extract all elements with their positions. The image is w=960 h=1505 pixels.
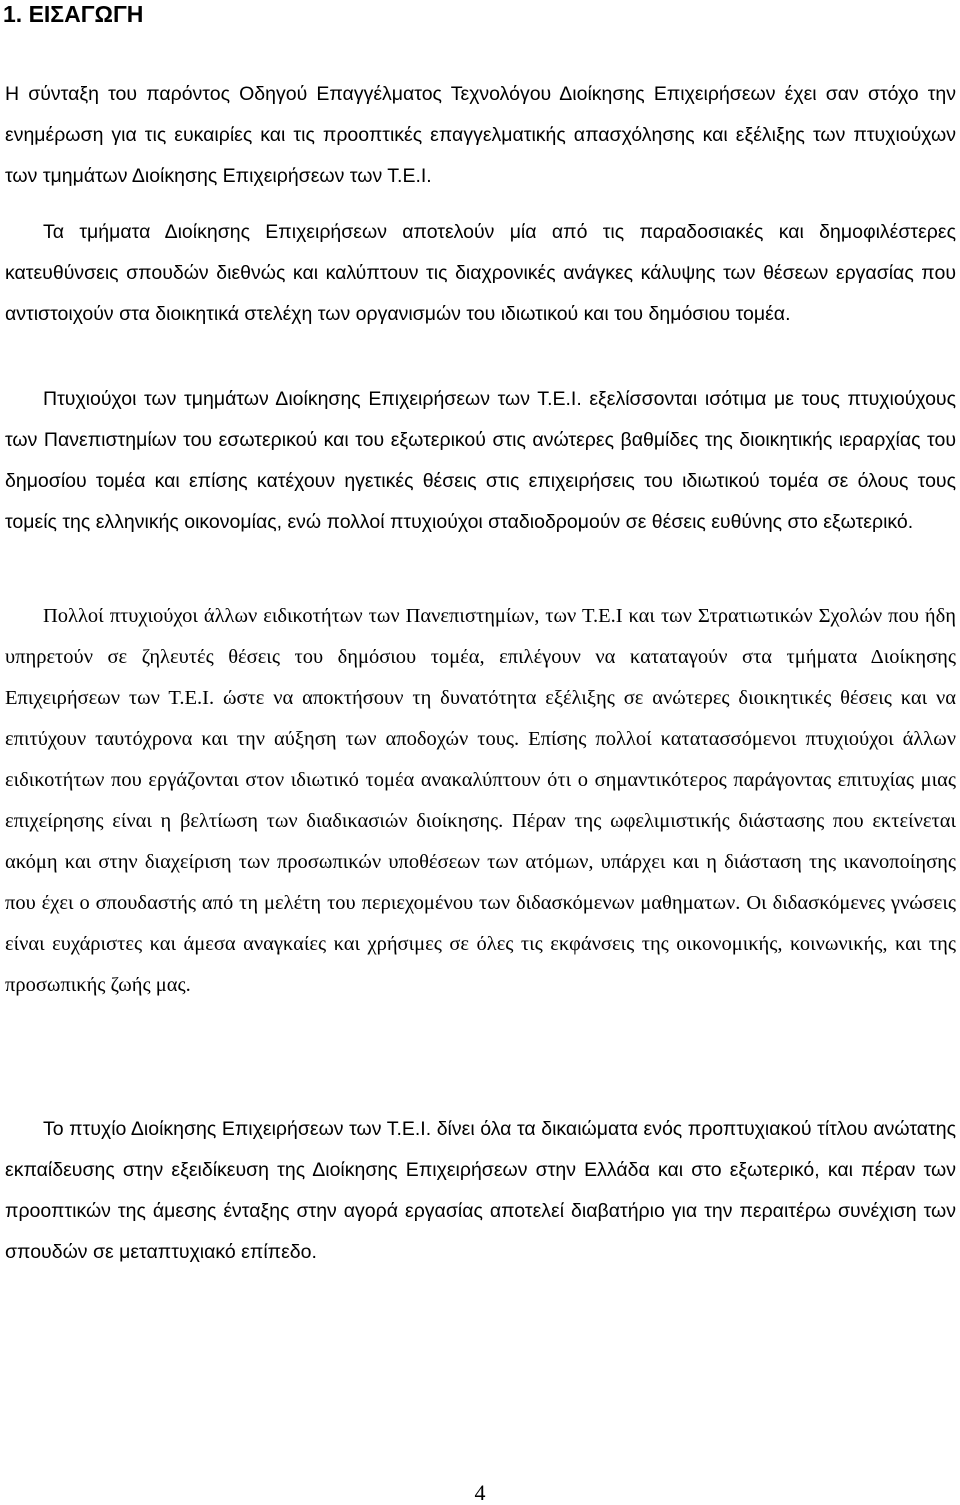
body-paragraph-departments: Τα τμήματα Διοίκησης Επιχειρήσεων αποτελούν μία από τις παραδοσιακές και δημοφιλέστερες κατευθύνσεις σπουδών διεθνώς και καλύπτουν τις διαχρονικές ανάγκες κάλυψης των θέσεων εργασίας που αντιστοιχούν στα διοικητικά στελέχη των οργανισμών του ιδιωτικού και του δημόσιου τομέα.	[5, 221, 956, 325]
section-heading: 1. ΕΙΣΑΓΩΓΗ	[3, 1, 144, 27]
body-paragraph-degree: Το πτυχίο Διοίκησης Επιχειρήσεων των Τ.Ε.Ι. δίνει όλα τα δικαιώματα ενός προπτυχιακού τίτλου ανώτατης εκπαίδευσης στην εξειδίκευση της Διοίκησης Επιχειρήσεων στην Ελλάδα και στο εξωτερικό, και πέραν των προοπτικών της άμεσης ένταξης στην αγορά εργασίας αποτελεί διαβατήριο για την περαιτέρω συνέχιση των σπουδών σε μεταπτυχιακό επίπεδο.	[5, 1118, 956, 1263]
body-paragraph-other-graduates: Πολλοί πτυχιούχοι άλλων ειδικοτήτων των Πανεπιστημίων, των Τ.Ε.Ι και των Στρατιωτικών Σχολών που ήδη υπηρετούν σε ζηλευτές θέσεις του δημόσιου τομέα, επιλέγουν να καταταγούν στα τμήματα Διοίκησης Επιχειρήσεων των Τ.Ε.Ι. ώστε να αποκτήσουν τη δυνατότητα εξέλιξης σε ανώτερες διοικητικές θέσεις και να επιτύχουν ταυτόχρονα και την αύξηση των αποδοχών τους. Επίσης πολλοί κατατασσόμενοι πτυχιούχοι άλλων ειδικοτήτων που εργάζονται στον ιδιωτικό τομέα ανακαλύπτουν ότι ο σημαντικότερος παράγοντας επιτυχίας μιας επιχείρησης είναι η βελτίωση των διαδικασιών διοίκησης. Πέραν της ωφελιμιστικής διάστασης που εκτείνεται ακόμη και στην διαχείριση των προσωπικών υποθέσεων των ατόμων, υπάρχει και η διάσταση της ικανοποίησης που έχει ο σπουδαστής από τη μελέτη του περιεχομένου των διδασκόμενων μαθηματων. Οι διδασκόμενες γνώσεις είναι ευχάριστες και άμεσα αναγκαίες και χρήσιμες σε όλες τις εκφάνσεις της οικονομικής, κοινωνικής, και της προσωπικής ζωής μας.	[5, 605, 956, 996]
page-number: 4	[474, 1480, 486, 1505]
intro-paragraph: Η σύνταξη του παρόντος Οδηγού Επαγγέλματος Τεχνολόγου Διοίκησης Επιχειρήσεων έχει σαν στόχο την ενημέρωση για τις ευκαιρίες και τις προοπτικές επαγγελματικής απασχόλησης και εξέλιξης των πτυχιούχων των τμημάτων Διοίκησης Επιχειρήσεων των Τ.Ε.Ι.	[5, 83, 956, 187]
body-paragraph-graduates: Πτυχιούχοι των τμημάτων Διοίκησης Επιχειρήσεων των Τ.Ε.Ι. εξελίσσονται ισότιμα με τους πτυχιούχους των Πανεπιστημίων του εσωτερικού και του εξωτερικού στις ανώτερες βαθμίδες της διοικητικής ιεραρχίας του δημοσίου τομέα και επίσης κατέχουν ηγετικές θέσεις στις επιχειρήσεις του ιδιωτικού τομέα σε όλους τους τομείς της ελληνικής οικονομίας, ενώ πολλοί πτυχιούχοι σταδιοδρομούν σε θέσεις ευθύνης στο εξωτερικό.	[5, 388, 956, 533]
